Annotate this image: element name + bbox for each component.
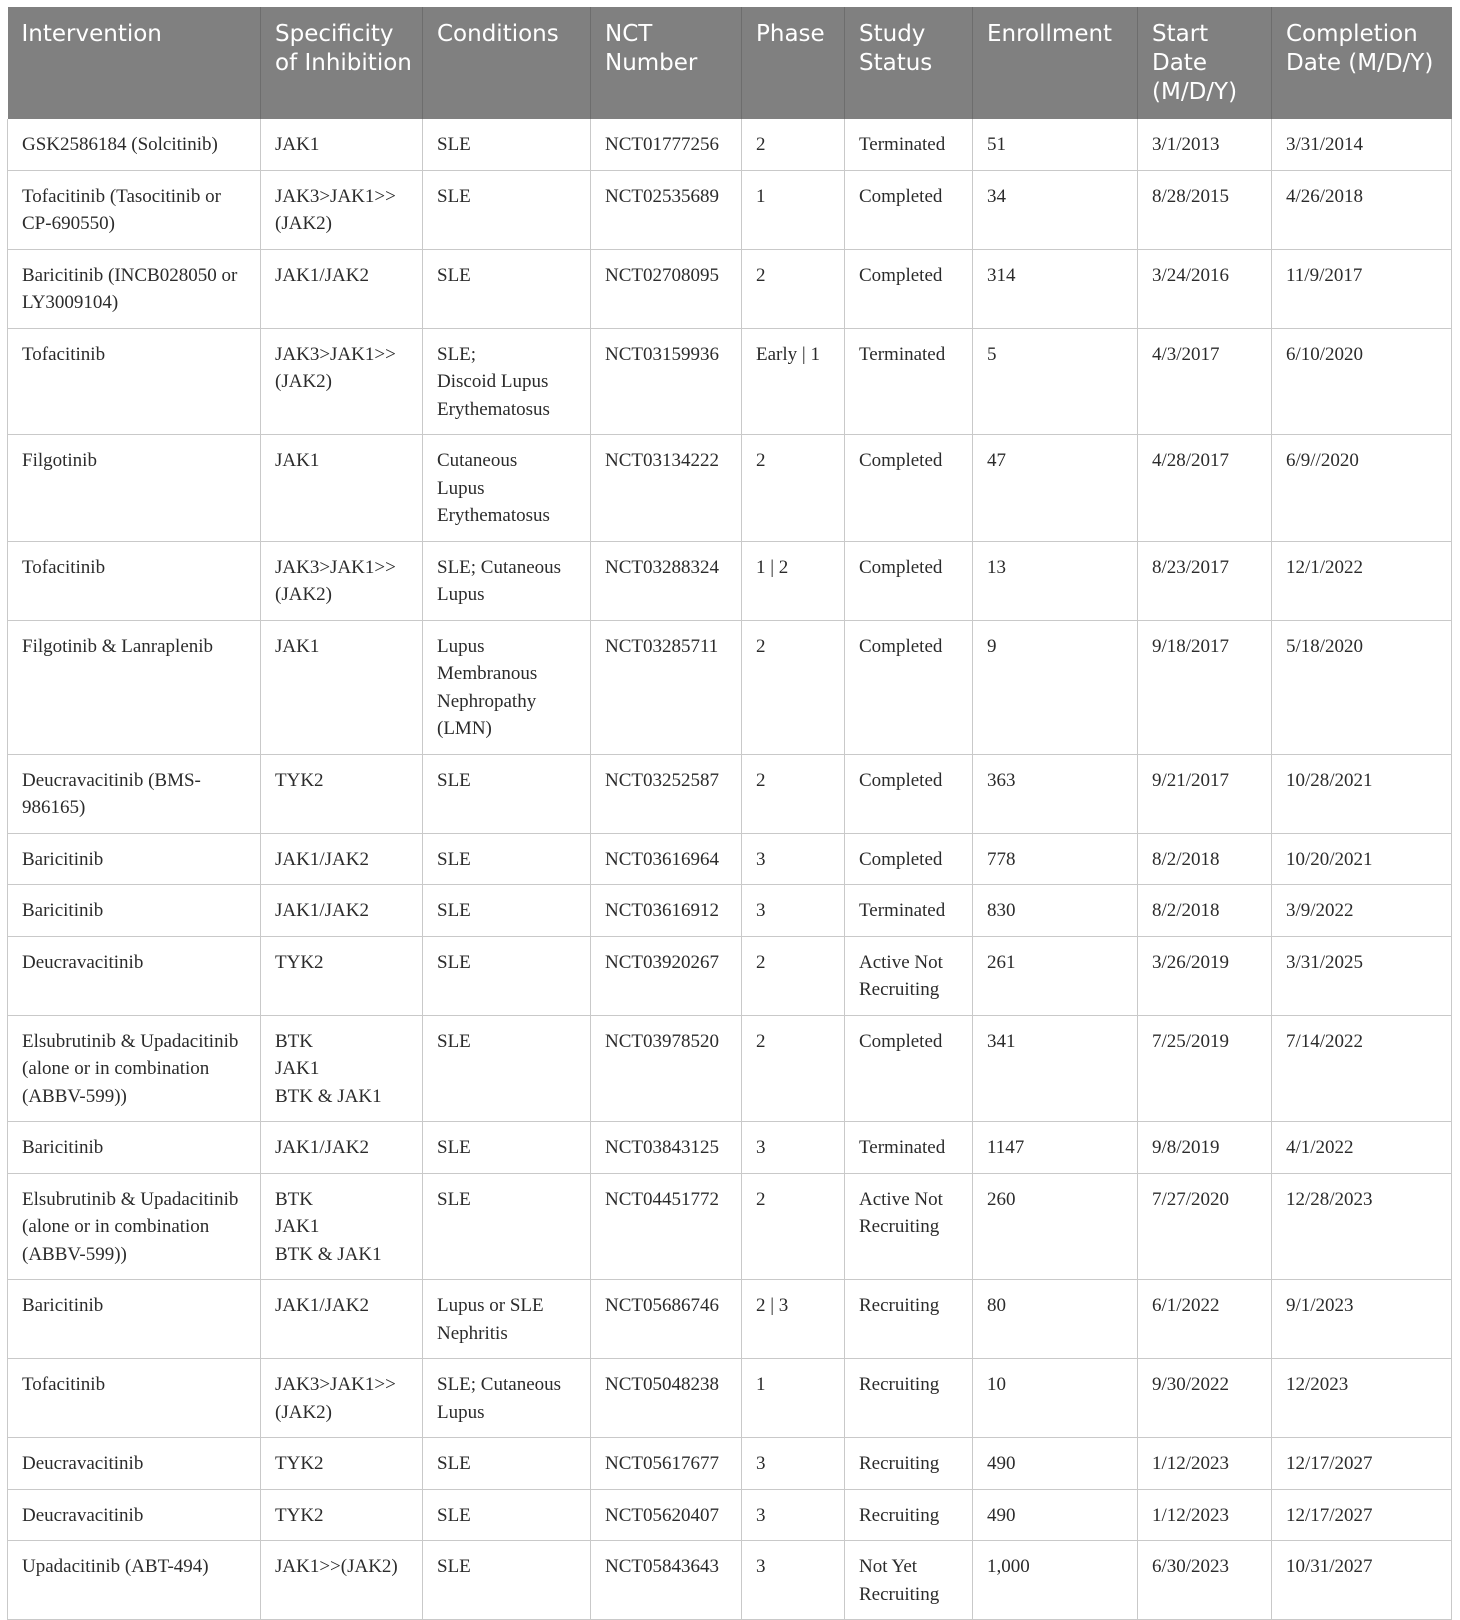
enrollment-cell: 34 [973,170,1138,249]
study-status-cell: Active Not Recruiting [845,1173,973,1280]
table-row [8,1015,1452,1122]
start-date-cell: 4/3/2017 [1138,328,1272,435]
study-status-cell: Terminated [845,885,973,937]
intervention-cell: Baricitinib [8,1280,261,1359]
enrollment-cell: 490 [973,1489,1138,1541]
table-row [8,1122,1452,1174]
intervention-cell: Filgotinib & Lanraplenib [8,620,261,754]
intervention-cell: Filgotinib [8,435,261,542]
table-row [8,1280,1452,1359]
conditions-cell: Lupus or SLE Nephritis [423,1280,591,1359]
start-date-cell: 7/27/2020 [1138,1173,1272,1280]
start-date-cell: 9/30/2022 [1138,1359,1272,1438]
nct-number-cell: NCT03978520 [591,1015,742,1122]
completion-date-cell: 7/14/2022 [1272,1015,1452,1122]
nct-number-cell: NCT03616912 [591,885,742,937]
phase-cell: 1 [742,170,845,249]
nct-number-cell: NCT05048238 [591,1359,742,1438]
enrollment-cell: 490 [973,1438,1138,1490]
completion-date-cell: 12/1/2022 [1272,541,1452,620]
completion-date-cell: 10/31/2027 [1272,1541,1452,1620]
header-enrollment: Enrollment [973,7,1138,119]
header-phase: Phase [742,7,845,119]
completion-date-cell: 9/1/2023 [1272,1280,1452,1359]
enrollment-cell: 10 [973,1359,1138,1438]
completion-date-cell: 5/18/2020 [1272,620,1452,754]
specificity-cell: JAK1/JAK2 [261,1280,423,1359]
intervention-cell: Deucravacitinib [8,1438,261,1490]
header-row [8,7,1452,119]
specificity-cell: JAK1/JAK2 [261,249,423,328]
nct-number-cell: NCT03134222 [591,435,742,542]
start-date-cell: 1/12/2023 [1138,1438,1272,1490]
specificity-cell: BTK JAK1 BTK & JAK1 [261,1015,423,1122]
clinical-trials-table-container [7,7,1451,1620]
enrollment-cell: 47 [973,435,1138,542]
intervention-cell: Elsubrutinib & Upadacitinib (alone or in combination (ABBV-599)) [8,1015,261,1122]
study-status-cell: Completed [845,754,973,833]
enrollment-cell: 363 [973,754,1138,833]
specificity-cell: JAK3>JAK1>> (JAK2) [261,170,423,249]
completion-date-cell: 10/28/2021 [1272,754,1452,833]
intervention-cell: Baricitinib (INCB028050 or LY3009104) [8,249,261,328]
phase-cell: 2 [742,435,845,542]
study-status-cell: Recruiting [845,1489,973,1541]
study-status-cell: Active Not Recruiting [845,936,973,1015]
study-status-cell: Terminated [845,119,973,170]
table-row [8,1541,1452,1620]
table-row [8,541,1452,620]
header-specificity: Specificity of Inhibition [261,7,423,119]
enrollment-cell: 341 [973,1015,1138,1122]
table-row [8,328,1452,435]
study-status-cell: Completed [845,620,973,754]
study-status-cell: Completed [845,833,973,885]
start-date-cell: 6/30/2023 [1138,1541,1272,1620]
table-row [8,620,1452,754]
phase-cell: 3 [742,1489,845,1541]
table-row [8,885,1452,937]
enrollment-cell: 1,000 [973,1541,1138,1620]
enrollment-cell: 5 [973,328,1138,435]
completion-date-cell: 4/1/2022 [1272,1122,1452,1174]
conditions-cell: SLE [423,249,591,328]
study-status-cell: Completed [845,249,973,328]
intervention-cell: Tofacitinib [8,328,261,435]
start-date-cell: 8/28/2015 [1138,170,1272,249]
start-date-cell: 7/25/2019 [1138,1015,1272,1122]
phase-cell: 2 | 3 [742,1280,845,1359]
phase-cell: 2 [742,119,845,170]
intervention-cell: Tofacitinib [8,1359,261,1438]
phase-cell: 2 [742,936,845,1015]
table-row [8,249,1452,328]
enrollment-cell: 778 [973,833,1138,885]
table-row [8,1489,1452,1541]
start-date-cell: 9/18/2017 [1138,620,1272,754]
specificity-cell: TYK2 [261,1489,423,1541]
phase-cell: 3 [742,1541,845,1620]
intervention-cell: Elsubrutinib & Upadacitinib (alone or in combination (ABBV-599)) [8,1173,261,1280]
specificity-cell: JAK1/JAK2 [261,1122,423,1174]
conditions-cell: SLE; Cutaneous Lupus [423,1359,591,1438]
completion-date-cell: 3/31/2025 [1272,936,1452,1015]
table-row [8,1173,1452,1280]
completion-date-cell: 4/26/2018 [1272,170,1452,249]
start-date-cell: 3/1/2013 [1138,119,1272,170]
intervention-cell: Deucravacitinib (BMS-986165) [8,754,261,833]
specificity-cell: TYK2 [261,936,423,1015]
header-study-status: Study Status [845,7,973,119]
conditions-cell: SLE [423,1015,591,1122]
conditions-cell: SLE [423,170,591,249]
table-row [8,435,1452,542]
phase-cell: 1 [742,1359,845,1438]
study-status-cell: Completed [845,435,973,542]
conditions-cell: SLE [423,1541,591,1620]
specificity-cell: JAK1/JAK2 [261,885,423,937]
start-date-cell: 3/24/2016 [1138,249,1272,328]
nct-number-cell: NCT05617677 [591,1438,742,1490]
study-status-cell: Terminated [845,328,973,435]
nct-number-cell: NCT05620407 [591,1489,742,1541]
start-date-cell: 9/21/2017 [1138,754,1272,833]
completion-date-cell: 12/2023 [1272,1359,1452,1438]
study-status-cell: Completed [845,170,973,249]
specificity-cell: JAK1 [261,620,423,754]
nct-number-cell: NCT03616964 [591,833,742,885]
table-body [8,119,1452,1620]
specificity-cell: JAK1/JAK2 [261,833,423,885]
start-date-cell: 6/1/2022 [1138,1280,1272,1359]
conditions-cell: SLE [423,1122,591,1174]
intervention-cell: GSK2586184 (Solcitinib) [8,119,261,170]
table-row [8,1359,1452,1438]
completion-date-cell: 12/17/2027 [1272,1438,1452,1490]
table-row [8,170,1452,249]
header-conditions: Conditions [423,7,591,119]
intervention-cell: Baricitinib [8,885,261,937]
enrollment-cell: 1147 [973,1122,1138,1174]
study-status-cell: Recruiting [845,1359,973,1438]
specificity-cell: BTK JAK1 BTK & JAK1 [261,1173,423,1280]
enrollment-cell: 80 [973,1280,1138,1359]
intervention-cell: Baricitinib [8,1122,261,1174]
phase-cell: 2 [742,620,845,754]
enrollment-cell: 260 [973,1173,1138,1280]
study-status-cell: Terminated [845,1122,973,1174]
completion-date-cell: 10/20/2021 [1272,833,1452,885]
study-status-cell: Completed [845,1015,973,1122]
phase-cell: 2 [742,1173,845,1280]
completion-date-cell: 12/17/2027 [1272,1489,1452,1541]
conditions-cell: Lupus Membranous Nephropathy (LMN) [423,620,591,754]
nct-number-cell: NCT02708095 [591,249,742,328]
table-row [8,754,1452,833]
intervention-cell: Deucravacitinib [8,936,261,1015]
intervention-cell: Tofacitinib (Tasocitinib or CP-690550) [8,170,261,249]
intervention-cell: Baricitinib [8,833,261,885]
specificity-cell: JAK3>JAK1>> (JAK2) [261,1359,423,1438]
intervention-cell: Upadacitinib (ABT-494) [8,1541,261,1620]
header-start-date: Start Date (M/D/Y) [1138,7,1272,119]
clinical-trials-table [7,7,1452,1620]
specificity-cell: JAK3>JAK1>> (JAK2) [261,541,423,620]
start-date-cell: 4/28/2017 [1138,435,1272,542]
nct-number-cell: NCT03920267 [591,936,742,1015]
phase-cell: 3 [742,885,845,937]
nct-number-cell: NCT05686746 [591,1280,742,1359]
phase-cell: 1 | 2 [742,541,845,620]
completion-date-cell: 3/31/2014 [1272,119,1452,170]
nct-number-cell: NCT03252587 [591,754,742,833]
table-row [8,1438,1452,1490]
phase-cell: 3 [742,833,845,885]
conditions-cell: SLE; Discoid Lupus Erythematosus [423,328,591,435]
start-date-cell: 8/2/2018 [1138,885,1272,937]
enrollment-cell: 261 [973,936,1138,1015]
nct-number-cell: NCT05843643 [591,1541,742,1620]
start-date-cell: 8/2/2018 [1138,833,1272,885]
intervention-cell: Deucravacitinib [8,1489,261,1541]
phase-cell: 2 [742,754,845,833]
nct-number-cell: NCT04451772 [591,1173,742,1280]
enrollment-cell: 51 [973,119,1138,170]
conditions-cell: SLE [423,1173,591,1280]
nct-number-cell: NCT03843125 [591,1122,742,1174]
specificity-cell: JAK1>>(JAK2) [261,1541,423,1620]
nct-number-cell: NCT03159936 [591,328,742,435]
nct-number-cell: NCT03288324 [591,541,742,620]
table-row [8,936,1452,1015]
phase-cell: 2 [742,1015,845,1122]
start-date-cell: 9/8/2019 [1138,1122,1272,1174]
study-status-cell: Recruiting [845,1438,973,1490]
intervention-cell: Tofacitinib [8,541,261,620]
header-nct-number: NCT Number [591,7,742,119]
conditions-cell: Cutaneous Lupus Erythematosus [423,435,591,542]
phase-cell: 3 [742,1438,845,1490]
specificity-cell: TYK2 [261,1438,423,1490]
nct-number-cell: NCT01777256 [591,119,742,170]
header-completion-date: Completion Date (M/D/Y) [1272,7,1452,119]
enrollment-cell: 830 [973,885,1138,937]
conditions-cell: SLE; Cutaneous Lupus [423,541,591,620]
completion-date-cell: 6/10/2020 [1272,328,1452,435]
start-date-cell: 1/12/2023 [1138,1489,1272,1541]
conditions-cell: SLE [423,885,591,937]
phase-cell: Early | 1 [742,328,845,435]
completion-date-cell: 6/9//2020 [1272,435,1452,542]
completion-date-cell: 12/28/2023 [1272,1173,1452,1280]
specificity-cell: JAK1 [261,119,423,170]
table-header [8,7,1452,119]
study-status-cell: Recruiting [845,1280,973,1359]
study-status-cell: Not Yet Recruiting [845,1541,973,1620]
phase-cell: 2 [742,249,845,328]
completion-date-cell: 3/9/2022 [1272,885,1452,937]
specificity-cell: JAK1 [261,435,423,542]
table-row [8,833,1452,885]
enrollment-cell: 314 [973,249,1138,328]
conditions-cell: SLE [423,936,591,1015]
conditions-cell: SLE [423,119,591,170]
table-row [8,119,1452,170]
specificity-cell: JAK3>JAK1>> (JAK2) [261,328,423,435]
conditions-cell: SLE [423,754,591,833]
start-date-cell: 8/23/2017 [1138,541,1272,620]
enrollment-cell: 9 [973,620,1138,754]
nct-number-cell: NCT02535689 [591,170,742,249]
header-intervention: Intervention [8,7,261,119]
start-date-cell: 3/26/2019 [1138,936,1272,1015]
conditions-cell: SLE [423,1489,591,1541]
completion-date-cell: 11/9/2017 [1272,249,1452,328]
conditions-cell: SLE [423,833,591,885]
phase-cell: 3 [742,1122,845,1174]
study-status-cell: Completed [845,541,973,620]
specificity-cell: TYK2 [261,754,423,833]
enrollment-cell: 13 [973,541,1138,620]
nct-number-cell: NCT03285711 [591,620,742,754]
conditions-cell: SLE [423,1438,591,1490]
